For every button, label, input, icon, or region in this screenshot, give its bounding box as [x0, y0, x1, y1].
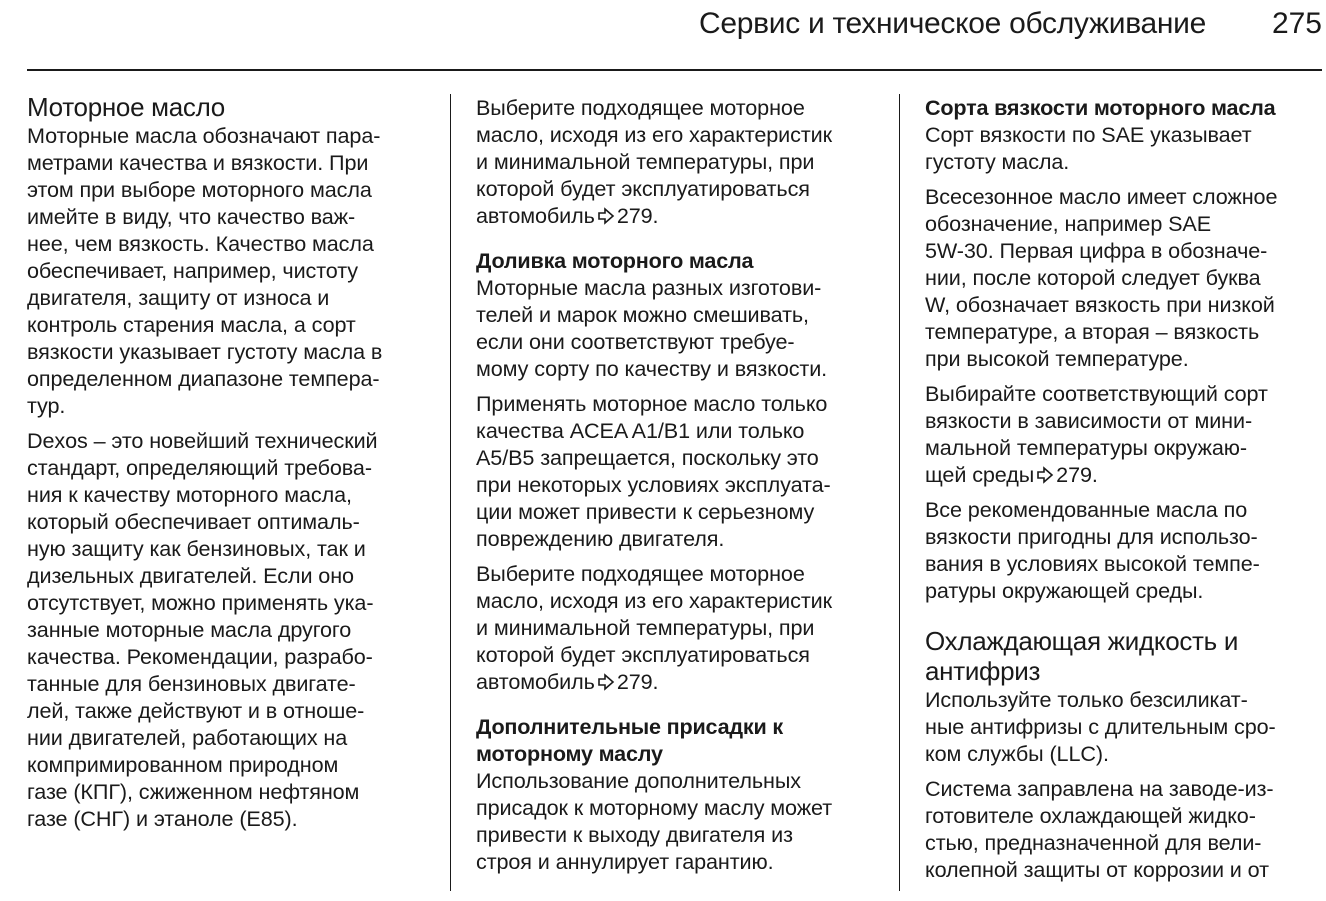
paragraph: Выбирайте соответствующий сорт вязкости в зависимости от мини- мальной температуры окружаю- щей среды 279.: [925, 381, 1268, 487]
column-3: [925, 94, 1325, 891]
paragraph: Моторные масла обозначают пара- метрами качества и вязкости. При этом при выборе моторного масла имейте в виду, что качество важ- нее, чем вязкость. Качество масла обеспечивает, например, чистоту двигателя, защиту от износа и контроль старения масла, а сорт вязкости указывает густоту масла в определенном диапазоне темпера- тур.: [27, 123, 383, 418]
header-rule: [27, 69, 1322, 71]
paragraph: Dexos – это новейший технический стандарт, определяющий требова- ния к качеству моторного масла, который обеспечивает оптималь- ную защиту как бензиновых, так и дизельных двигателей. Если оно отсутствует, можно применять ука- занные моторные масла другого качества. Рекомендации, разрабо- танные для бензиновых двигате- лей, также действуют и в отноше- нии двигателей, работающих на компримированном природном газе (КПГ), сжиженном нефтяном газе (СНГ) и этаноле (E85).: [27, 428, 378, 831]
section-heading-coolant: Охлаждающая жидкость и антифриз: [925, 626, 1239, 686]
page-number: 275: [1271, 7, 1322, 40]
paragraph: Система заправлена на заводе-из- готовителе охлаждающей жидко- стью, предназначенной для вели- колепной защиты от коррозии и от: [925, 776, 1274, 882]
subheading-topping-up: Доливка моторного масла: [476, 248, 754, 273]
cross-reference-arrow-icon: [597, 207, 615, 225]
cross-reference-arrow-icon: [597, 673, 615, 691]
column-1: [27, 92, 447, 840]
paragraph: Используйте только безсиликат- ные антифризы с длительным сро- ком службы (LLC).: [925, 687, 1276, 766]
column-divider: [450, 94, 451, 891]
paragraph: Сорт вязкости по SAE указывает густоту масла.: [925, 122, 1252, 174]
header-title: Сервис и техническое обслуживание: [699, 7, 1206, 40]
column-2: [476, 94, 896, 883]
paragraph: Все рекомендованные масла по вязкости пригодны для использо- вания в условиях высокой темпе- ратуры окружающей среды.: [925, 497, 1260, 603]
paragraph: Всесезонное масло имеет сложное обозначение, например SAE 5W-30. Первая цифра в обозначе- нии, после которой следует буква W, обозначает вязкость при низкой температуре, а вторая – вязкость при высокой температуре.: [925, 184, 1278, 371]
paragraph: Применять моторное масло только качества ACEA A1/B1 или только A5/B5 запрещается, поскольку это при некоторых условиях эксплуата- ции может привести к серьезному повреждению двигателя.: [476, 391, 831, 551]
page-reference[interactable]: 279.: [595, 203, 659, 228]
subheading-viscosity-grades: Сорта вязкости моторного масла: [925, 95, 1276, 120]
cross-reference-arrow-icon: [1036, 466, 1054, 484]
paragraph: Использование дополнительных присадок к моторному маслу может привести к выходу двигателя из строя и аннулирует гарантию.: [476, 768, 833, 874]
paragraph: Выберите подходящее моторное масло, исходя из его характеристик и минимальной температуры, при которой будет эксплуатироваться автомобиль 279.: [476, 561, 832, 694]
column-divider: [899, 94, 900, 891]
section-heading-motor-oil: Моторное масло: [27, 92, 225, 122]
paragraph: Моторные масла разных изготови- телей и марок можно смешивать, если они соответствуют требуе- мому сорту по качеству и вязкости.: [476, 275, 828, 381]
paragraph: Выберите подходящее моторное масло, исходя из его характеристик и минимальной температуры, при которой будет эксплуатироваться автомобиль 279.: [476, 95, 832, 228]
page-reference[interactable]: 279.: [595, 669, 659, 694]
subheading-additives: Дополнительные присадки к моторному маслу: [476, 714, 784, 766]
page-reference[interactable]: 279.: [1034, 462, 1098, 487]
